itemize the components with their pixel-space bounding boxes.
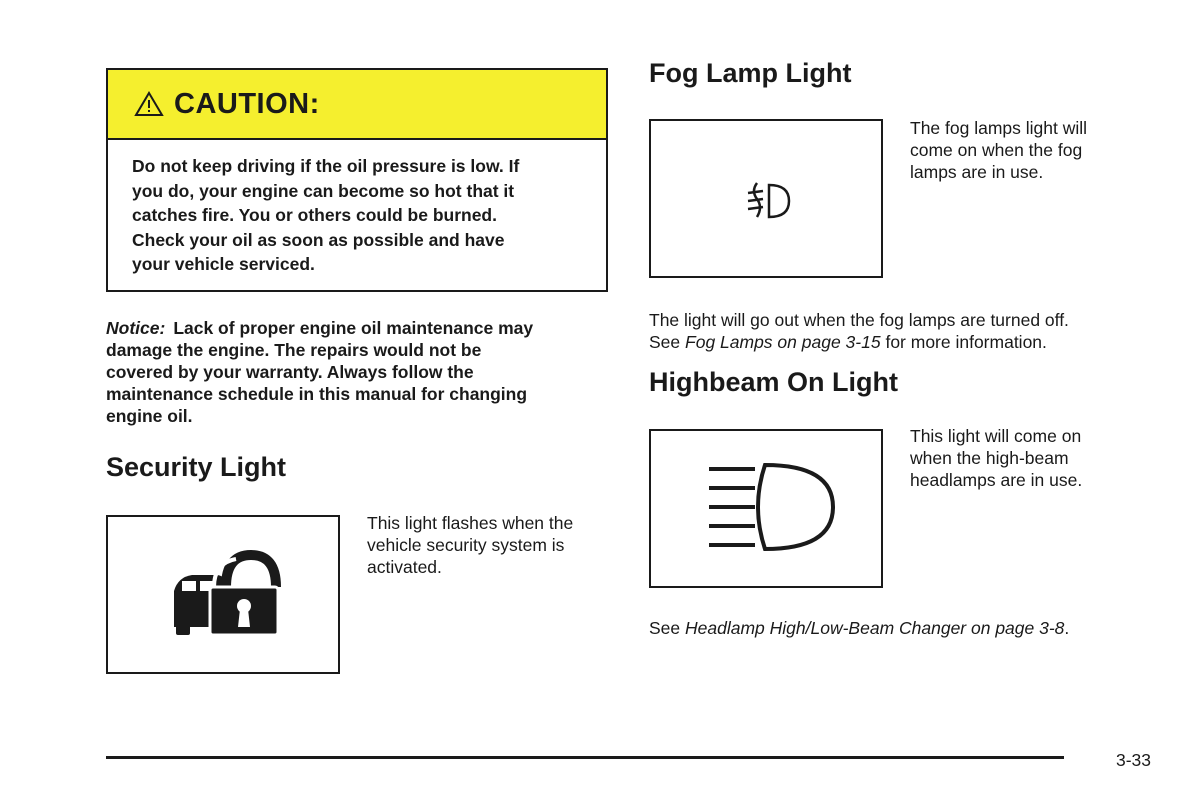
security-description	[367, 512, 573, 578]
fog-reference: Fog Lamps on page 3-15	[685, 332, 881, 352]
fog-see: See	[649, 332, 681, 352]
security-icon-box	[106, 515, 340, 674]
caution-line: your vehicle serviced.	[132, 254, 315, 274]
fog-line: lamps are in use.	[910, 162, 1044, 182]
fog-icon-box	[649, 119, 883, 278]
fog-lamp-icon	[651, 121, 881, 276]
fog-line: come on when the fog	[910, 140, 1083, 160]
highbeam-heading: Highbeam On Light	[649, 367, 898, 397]
notice-line: damage the engine. The repairs would not be	[106, 340, 482, 360]
security-lock-car-icon	[108, 517, 338, 672]
highbeam-reference: Headlamp High/Low-Beam Changer on page 3-8	[685, 618, 1065, 638]
notice-line: maintenance schedule in this manual for changing	[106, 384, 528, 404]
caution-line: you do, your engine can become so hot that it	[132, 180, 515, 201]
footer-rule	[106, 756, 1064, 759]
highbeam-description	[910, 425, 1082, 491]
high-beam-icon	[651, 431, 881, 586]
highbeam-see: See	[649, 618, 681, 638]
caution-text	[108, 140, 606, 277]
warning-triangle-icon	[134, 91, 164, 117]
caution-title: CAUTION:	[174, 87, 320, 120]
fog-line: The fog lamps light will	[910, 118, 1088, 138]
caution-line: Do not keep driving if the oil pressure is low. If	[132, 156, 520, 176]
fog-followup-line: The light will go out when the fog lamps are turned off.	[649, 310, 1069, 330]
notice-lead: Notice:	[106, 318, 166, 338]
highbeam-line: This light will come on	[910, 426, 1082, 446]
security-line: vehicle security system is	[367, 535, 565, 555]
notice-line: Lack of proper engine oil maintenance may	[173, 318, 534, 338]
highbeam-tail: .	[1064, 618, 1070, 638]
caution-box	[106, 68, 608, 292]
caution-line: catches fire. You or others could be burned.	[132, 205, 497, 225]
highbeam-line: when the high-beam	[910, 448, 1069, 468]
security-line: This light flashes when the	[367, 513, 574, 533]
notice-paragraph	[106, 317, 616, 427]
highbeam-followup	[649, 617, 1169, 639]
security-heading: Security Light	[106, 452, 287, 482]
page-number: 3-33	[1116, 750, 1152, 770]
highbeam-icon-box	[649, 429, 883, 588]
notice-line: engine oil.	[106, 406, 193, 426]
fog-description	[910, 117, 1087, 183]
highbeam-line: headlamps are in use.	[910, 470, 1083, 490]
caution-header	[108, 70, 606, 140]
fog-followup	[649, 309, 1169, 353]
fog-followup-tail: for more information.	[885, 332, 1047, 352]
caution-line: Check your oil as soon as possible and have	[132, 229, 505, 250]
fog-heading: Fog Lamp Light	[649, 58, 852, 88]
security-line: activated.	[367, 557, 442, 577]
notice-line: covered by your warranty. Always follow the	[106, 362, 474, 382]
